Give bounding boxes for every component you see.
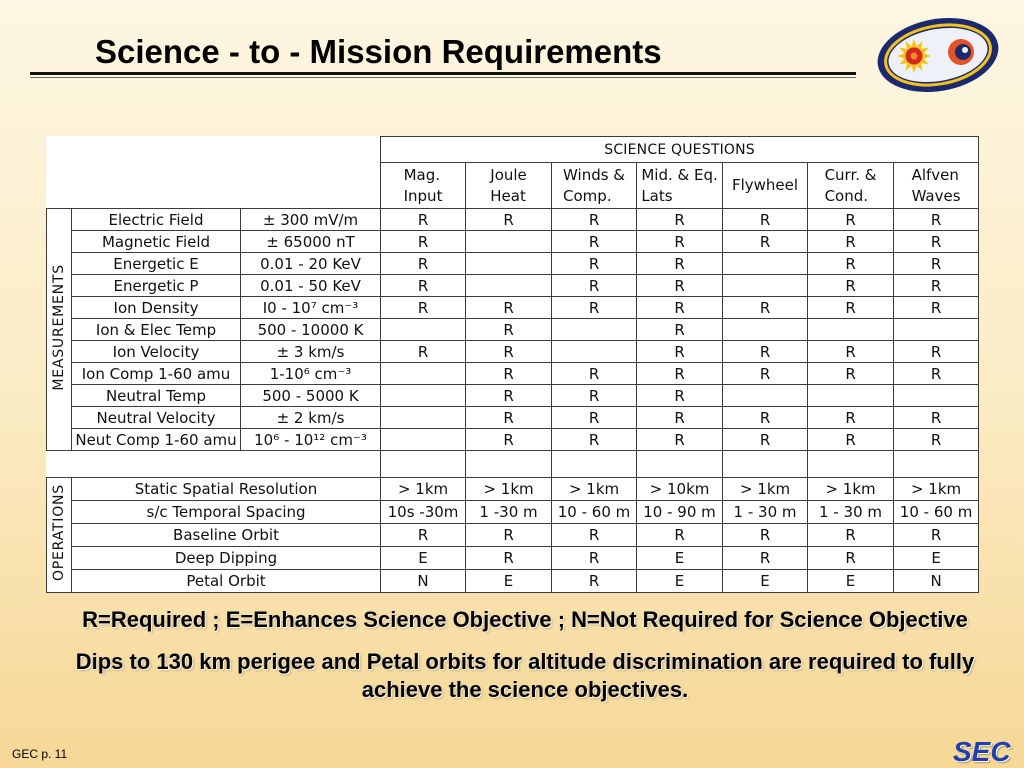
operation-value-cell: N xyxy=(894,570,979,593)
operation-value-cell: R xyxy=(808,547,894,570)
operation-value-cell: R xyxy=(466,547,552,570)
science-question-label: Curr. & Cond. xyxy=(824,165,877,205)
requirement-cell: R xyxy=(552,363,637,385)
requirement-cell xyxy=(381,429,466,451)
requirement-cell: R xyxy=(381,253,466,275)
measurement-range: 10⁶ - 10¹² cm⁻³ xyxy=(241,429,381,451)
requirement-cell xyxy=(381,407,466,429)
requirement-cell: R xyxy=(466,429,552,451)
operation-value-cell: > 1km xyxy=(808,478,894,501)
requirement-cell: R xyxy=(466,341,552,363)
spacer-cell xyxy=(466,451,552,478)
requirement-cell: R xyxy=(637,319,723,341)
requirement-cell: R xyxy=(723,429,808,451)
operation-value-cell: R xyxy=(637,524,723,547)
requirement-cell: R xyxy=(466,363,552,385)
requirement-cell: R xyxy=(723,341,808,363)
operation-value-cell: R xyxy=(381,524,466,547)
requirement-cell: R xyxy=(552,407,637,429)
measurement-range: 500 - 10000 K xyxy=(241,319,381,341)
measurement-row xyxy=(47,385,979,407)
measurement-row xyxy=(47,429,979,451)
requirement-cell: R xyxy=(894,297,979,319)
operation-value-cell: E xyxy=(637,570,723,593)
operation-value-cell: R xyxy=(723,524,808,547)
operation-value-cell: 10s -30m xyxy=(381,501,466,524)
operation-name: Static Spatial Resolution xyxy=(72,478,381,501)
perigee-note: Dips to 130 km perigee and Petal orbits for altitude discrimination are required to fully achieve the science objectives. xyxy=(75,649,975,702)
requirement-cell: R xyxy=(808,275,894,297)
requirement-cell xyxy=(894,319,979,341)
measurement-range: I0 - 10⁷ cm⁻³ xyxy=(241,297,381,319)
operation-value-cell: E xyxy=(637,547,723,570)
sec-logo: SEC xyxy=(953,736,1011,767)
operations-section xyxy=(47,478,979,593)
requirement-cell: R xyxy=(894,275,979,297)
sun-and-orbit-logo-icon xyxy=(874,16,1002,94)
spacer-cell xyxy=(894,451,979,478)
requirement-cell xyxy=(723,385,808,407)
title-underline xyxy=(30,72,856,78)
spacer-cell xyxy=(381,451,466,478)
requirement-cell xyxy=(552,341,637,363)
science-question-column-header xyxy=(637,163,723,209)
requirement-cell: R xyxy=(637,341,723,363)
requirement-cell: R xyxy=(552,297,637,319)
operation-value-cell: > 1km xyxy=(723,478,808,501)
requirement-cell: R xyxy=(466,297,552,319)
operation-value-cell: R xyxy=(723,547,808,570)
science-question-label: Joule Heat xyxy=(490,165,527,205)
operation-value-cell: 1 -30 m xyxy=(466,501,552,524)
operation-name: Petal Orbit xyxy=(72,570,381,593)
page-number: GEC p. 11 xyxy=(12,747,68,761)
requirement-cell: R xyxy=(637,209,723,231)
requirement-cell: R xyxy=(723,231,808,253)
requirement-cell: R xyxy=(808,253,894,275)
operation-value-cell: R xyxy=(552,547,637,570)
requirement-cell: R xyxy=(894,429,979,451)
requirement-cell: R xyxy=(637,385,723,407)
spacer-blank xyxy=(47,451,381,478)
measurement-name: Magnetic Field xyxy=(72,231,241,253)
requirement-cell: R xyxy=(723,407,808,429)
operation-value-cell: > 1km xyxy=(466,478,552,501)
operation-value-cell: > 1km xyxy=(552,478,637,501)
requirement-cell: R xyxy=(466,407,552,429)
operation-value-cell: R xyxy=(894,524,979,547)
requirement-cell: R xyxy=(723,297,808,319)
measurement-name: Energetic P xyxy=(72,275,241,297)
operation-value-cell: N xyxy=(381,570,466,593)
spacer-cell xyxy=(552,451,637,478)
measurement-name: Ion Comp 1-60 amu xyxy=(72,363,241,385)
science-question-label: Winds & Comp. xyxy=(563,165,626,205)
operation-row xyxy=(47,570,979,593)
operation-name: Baseline Orbit xyxy=(72,524,381,547)
requirement-cell: R xyxy=(466,209,552,231)
measurement-row xyxy=(47,231,979,253)
operation-value-cell: E xyxy=(894,547,979,570)
requirement-cell: R xyxy=(552,275,637,297)
measurement-row xyxy=(47,341,979,363)
measurement-range: ± 300 mV/m xyxy=(241,209,381,231)
operation-value-cell: E xyxy=(723,570,808,593)
measurement-range: 0.01 - 20 KeV xyxy=(241,253,381,275)
requirement-cell: R xyxy=(808,407,894,429)
operation-value-cell: 1 - 30 m xyxy=(808,501,894,524)
requirement-cell: R xyxy=(381,209,466,231)
measurement-row xyxy=(47,253,979,275)
requirement-cell xyxy=(723,275,808,297)
requirement-cell xyxy=(466,231,552,253)
requirement-cell: R xyxy=(552,253,637,275)
requirement-cell xyxy=(808,385,894,407)
operation-row xyxy=(47,547,979,570)
measurement-row xyxy=(47,363,979,385)
spacer-cell xyxy=(637,451,723,478)
operation-value-cell: 10 - 90 m xyxy=(637,501,723,524)
operation-row xyxy=(47,478,979,501)
spacer-cell xyxy=(723,451,808,478)
requirement-cell: R xyxy=(723,209,808,231)
requirement-cell: R xyxy=(894,341,979,363)
science-questions-header: SCIENCE QUESTIONS xyxy=(381,137,979,163)
measurement-range: 1-10⁶ cm⁻³ xyxy=(241,363,381,385)
operation-value-cell: > 10km xyxy=(637,478,723,501)
measurement-name: Neutral Velocity xyxy=(72,407,241,429)
science-question-column-header xyxy=(723,163,808,209)
table-corner-blank xyxy=(47,137,381,209)
requirement-cell: R xyxy=(894,231,979,253)
science-question-label: Alfven Waves xyxy=(911,165,961,205)
measurement-row xyxy=(47,407,979,429)
measurement-name: Neutral Temp xyxy=(72,385,241,407)
measurement-name: Neut Comp 1-60 amu xyxy=(72,429,241,451)
science-question-label: Mag. Input xyxy=(403,165,443,205)
measurement-name: Energetic E xyxy=(72,253,241,275)
requirement-cell: R xyxy=(637,253,723,275)
measurement-row xyxy=(47,297,979,319)
requirement-cell: R xyxy=(381,275,466,297)
measurement-range: 500 - 5000 K xyxy=(241,385,381,407)
operation-value-cell: R xyxy=(808,524,894,547)
operation-row xyxy=(47,524,979,547)
requirement-cell xyxy=(723,253,808,275)
operations-section-label xyxy=(47,478,72,593)
measurement-name: Electric Field xyxy=(72,209,241,231)
requirement-cell xyxy=(466,275,552,297)
requirement-cell: R xyxy=(808,231,894,253)
requirement-cell xyxy=(552,319,637,341)
requirement-cell: R xyxy=(637,297,723,319)
requirement-cell: R xyxy=(808,209,894,231)
requirement-cell xyxy=(723,319,808,341)
requirement-cell: R xyxy=(466,319,552,341)
operation-value-cell: R xyxy=(552,570,637,593)
science-question-column-header xyxy=(552,163,637,209)
measurement-range: ± 65000 nT xyxy=(241,231,381,253)
measurements-section xyxy=(47,209,979,451)
operation-value-cell: 1 - 30 m xyxy=(723,501,808,524)
requirement-cell: R xyxy=(552,209,637,231)
measurement-row xyxy=(47,275,979,297)
requirement-cell: R xyxy=(637,275,723,297)
operation-value-cell: 10 - 60 m xyxy=(894,501,979,524)
operation-value-cell: E xyxy=(466,570,552,593)
science-requirements-table xyxy=(46,136,979,593)
measurement-name: Ion Velocity xyxy=(72,341,241,363)
measurement-row xyxy=(47,209,979,231)
section-spacer-row xyxy=(47,451,979,478)
science-question-column-header xyxy=(466,163,552,209)
requirement-cell xyxy=(381,363,466,385)
operation-value-cell: R xyxy=(466,524,552,547)
measurement-range: ± 3 km/s xyxy=(241,341,381,363)
requirement-cell: R xyxy=(381,341,466,363)
requirement-cell: R xyxy=(637,407,723,429)
measurements-label-text: MEASUREMENTS xyxy=(51,264,67,391)
operation-value-cell: E xyxy=(381,547,466,570)
requirement-cell xyxy=(894,385,979,407)
operation-name: s/c Temporal Spacing xyxy=(72,501,381,524)
measurement-range: ± 2 km/s xyxy=(241,407,381,429)
measurement-range: 0.01 - 50 KeV xyxy=(241,275,381,297)
requirement-cell xyxy=(808,319,894,341)
spacer-cell xyxy=(808,451,894,478)
requirement-cell: R xyxy=(637,429,723,451)
requirement-cell: R xyxy=(808,297,894,319)
operation-value-cell: > 1km xyxy=(894,478,979,501)
requirement-cell: R xyxy=(552,385,637,407)
requirement-cell: R xyxy=(808,363,894,385)
measurement-name: Ion Density xyxy=(72,297,241,319)
operation-name: Deep Dipping xyxy=(72,547,381,570)
requirement-cell: R xyxy=(637,363,723,385)
operations-label-text: OPERATIONS xyxy=(51,484,67,582)
slide-title: Science - to - Mission Requirements xyxy=(95,33,662,70)
science-question-column-header xyxy=(381,163,466,209)
operation-row xyxy=(47,501,979,524)
science-question-column-header xyxy=(894,163,979,209)
requirement-cell: R xyxy=(723,363,808,385)
requirement-cell: R xyxy=(894,253,979,275)
requirement-cell: R xyxy=(466,385,552,407)
science-question-column-header xyxy=(808,163,894,209)
operation-value-cell: > 1km xyxy=(381,478,466,501)
science-question-label: Flywheel xyxy=(731,176,799,194)
science-questions-title-row xyxy=(47,137,979,163)
requirement-cell xyxy=(381,319,466,341)
measurements-section-label xyxy=(47,209,72,451)
requirement-cell: R xyxy=(808,429,894,451)
operation-value-cell: E xyxy=(808,570,894,593)
measurement-name: Ion & Elec Temp xyxy=(72,319,241,341)
requirement-cell: R xyxy=(808,341,894,363)
requirement-cell: R xyxy=(894,407,979,429)
requirement-cell: R xyxy=(552,429,637,451)
operation-value-cell: R xyxy=(552,524,637,547)
requirement-cell: R xyxy=(894,363,979,385)
requirement-legend: R=Required ; E=Enhances Science Objective ; N=Not Required for Science Objective xyxy=(82,607,968,632)
measurement-row xyxy=(47,319,979,341)
requirement-cell: R xyxy=(637,231,723,253)
requirement-cell xyxy=(381,385,466,407)
requirement-cell: R xyxy=(894,209,979,231)
requirement-cell xyxy=(466,253,552,275)
section-spacer xyxy=(47,451,979,478)
requirement-cell: R xyxy=(381,231,466,253)
requirement-cell: R xyxy=(552,231,637,253)
science-question-label: Mid. & Eq. Lats xyxy=(641,165,718,205)
operation-value-cell: 10 - 60 m xyxy=(552,501,637,524)
requirement-cell: R xyxy=(381,297,466,319)
